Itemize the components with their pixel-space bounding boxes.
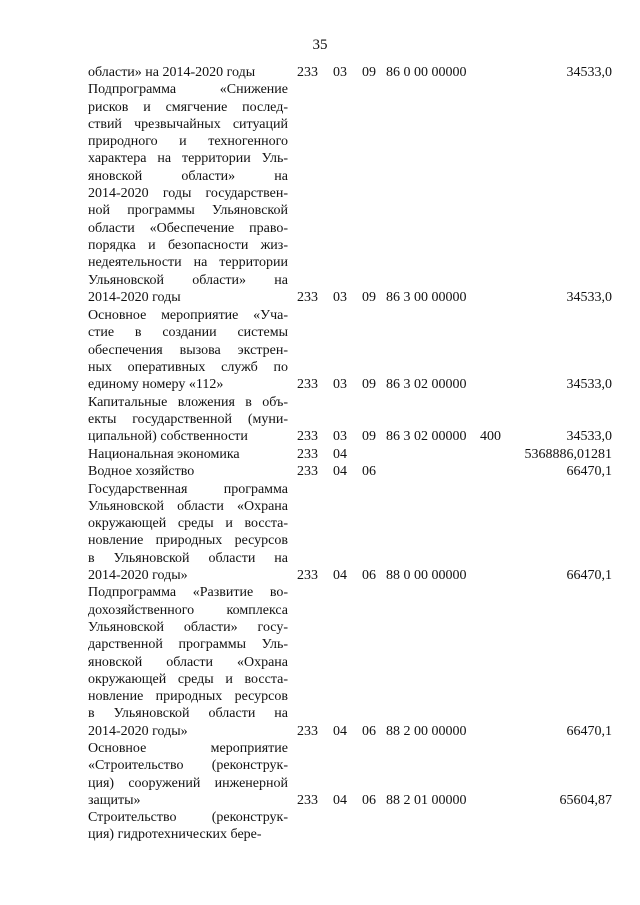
row-name-line: Подпрограмма «Развитие во- [88,585,288,601]
section-code: 03 [333,65,347,80]
target-article-code: 86 3 00 00000 [386,289,467,305]
grbs-code: 233 [297,377,318,393]
row-name-line: защиты» [88,792,141,808]
row-name-line: дарственной программы Уль- [88,637,288,653]
section-code: 04 [333,792,347,808]
section-code: 03 [333,429,347,445]
row-name-line: яновской области» на [88,168,288,184]
grbs-code: 233 [297,568,318,584]
grbs-code: 233 [297,464,318,480]
row-name-line: ной программы Ульяновской [88,203,288,219]
section-code: 04 [333,568,347,584]
row-name-line: екты государственной (муни- [88,411,288,427]
row-name [88,584,288,740]
row-name-line: яновской области «Охрана [88,654,288,670]
expense-type-code: 400 [480,429,501,445]
row-name-line: рисков и смягчение послед- [88,99,288,115]
row-name-line: области» на 2014-2020 годы [88,65,256,80]
grbs-code: 233 [297,447,318,462]
row-name [88,809,288,844]
row-name [88,481,288,585]
grbs-code: 233 [297,429,318,445]
row-name-line: обеспечения вызова экстрен- [88,342,288,358]
grbs-code: 233 [297,723,318,739]
row-name-line: Подпрограмма «Снижение [88,82,288,98]
subsection-code: 06 [362,792,376,808]
amount: 34533,0 [566,429,612,445]
amount: 65604,87 [559,792,612,808]
row-name-line: в Ульяновской области на [88,706,288,722]
row-name-line: новление природных ресурсов [88,689,288,705]
row-name-line: 2014-2020 годы» [88,723,188,739]
row-name [88,446,288,463]
row-name-line: в Ульяновской области на [88,550,288,566]
section-code: 04 [333,464,347,480]
subsection-code: 09 [362,65,376,80]
row-name-line: единому номеру «112» [88,377,224,393]
row-name-line: 2014-2020 годы государствен- [88,186,288,202]
grbs-code: 233 [297,792,318,808]
target-article-code: 88 0 00 00000 [386,568,467,584]
row-name [88,463,288,480]
target-article-code: 86 3 02 00000 [386,377,467,393]
row-name-line: природного и техногенного [88,134,288,150]
row-name-line: порядка и безопасности жиз- [88,237,288,253]
row-name [88,307,288,393]
section-code: 04 [333,447,347,462]
target-article-code: 86 0 00 00000 [386,65,467,80]
subsection-code: 09 [362,377,376,393]
row-name-line: ция) сооружений инженерной [88,775,288,791]
row-name-line: ных оперативных служб по [88,359,288,375]
target-article-code: 88 2 01 00000 [386,792,467,808]
amount: 66470,1 [566,568,612,584]
row-name-line: Государственная программа [88,481,288,497]
row-name-line: характера на территории Уль- [88,151,288,167]
row-name [88,64,288,81]
row-name-line: Строительство (реконструк- [88,810,288,826]
row-name [88,740,288,809]
row-name-line: стие в создании системы [88,325,288,341]
page-number: 35 [312,37,328,53]
grbs-code: 233 [297,289,318,305]
row-name-line: Ульяновской области» на [88,272,288,288]
row-name-line: ствий чрезвычайных ситуаций [88,116,288,132]
amount: 34533,0 [566,65,612,80]
row-name-line: окружающей среды и восста- [88,671,288,687]
row-name-line: «Строительство (реконструк- [88,758,288,774]
subsection-code: 06 [362,464,376,480]
row-name-line: Ульяновской области» госу- [88,619,288,635]
row-name [88,81,288,306]
row-name-line: Национальная экономика [88,447,240,462]
subsection-code: 09 [362,289,376,305]
section-code: 03 [333,289,347,305]
amount: 5368886,01281 [524,447,612,462]
target-article-code: 88 2 00 00000 [386,723,467,739]
subsection-code: 06 [362,568,376,584]
row-name-line: 2014-2020 годы» [88,568,188,584]
amount: 34533,0 [566,377,612,393]
subsection-code: 09 [362,429,376,445]
section-code: 03 [333,377,347,393]
target-article-code: 86 3 02 00000 [386,429,467,445]
row-name-line: Водное хозяйство [88,464,195,480]
row-name-line: дохозяйственного комплекса [88,602,288,618]
row-name-line: Основное мероприятие «Уча- [88,308,288,323]
row-name-line: Капитальные вложения в объ- [88,394,288,410]
row-name-line: Ульяновской области «Охрана [88,498,288,514]
subsection-code: 06 [362,723,376,739]
section-code: 04 [333,723,347,739]
row-name-line: ция) гидротехнических бере- [88,827,262,843]
row-name-line: области «Обеспечение право- [88,220,288,236]
row-name-line: 2014-2020 годы [88,289,181,305]
grbs-code: 233 [297,65,318,80]
row-name [88,394,288,446]
row-name-line: недеятельности на территории [88,255,288,271]
row-name-line: ципальной) собственности [88,429,248,445]
amount: 66470,1 [566,464,612,480]
row-name-line: новление природных ресурсов [88,533,288,549]
amount: 66470,1 [566,723,612,739]
row-name-line: Основное мероприятие [88,741,288,756]
row-name-line: окружающей среды и восста- [88,516,288,532]
amount: 34533,0 [566,289,612,305]
